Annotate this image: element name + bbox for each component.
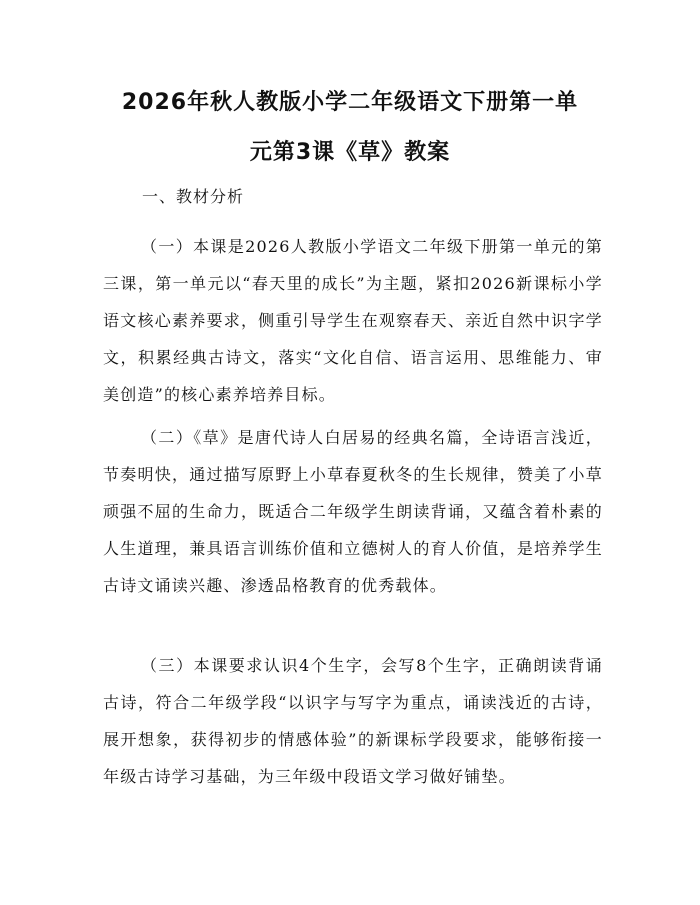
document-title-line-1: 2026年秋人教版小学二年级语文下册第一单: [121, 90, 579, 115]
section-heading: 一、教材分析: [142, 187, 245, 206]
paragraph-3: （三）本课要求认识4个生字，会写8个生字，正确朗读背诵古诗，符合二年级学段“以识字与写字为重点，诵读浅近的古诗，展开想象，获得初步的情感体验”的新课标学段要求，能够衔接一年级古诗学习基础，为三年级中段语文学习做好铺垫。: [103, 656, 603, 786]
paragraph-1: （一）本课是2026人教版小学语文二年级下册第一单元的第三课，第一单元以“春天里的成长”为主题，紧扣2026新课标小学语文核心素养要求，侧重引导学生在观察春天、亲近自然中识字学文，积累经典古诗文，落实“文化自信、语言运用、思维能力、审美创造”的核心素养培养目标。: [103, 237, 603, 404]
document-title-line-2: 元第3课《草》教案: [249, 140, 451, 165]
paragraph-2: （二）《草》是唐代诗人白居易的经典名篇，全诗语言浅近，节奏明快，通过描写原野上小草春夏秋冬的生长规律，赞美了小草顽强不屈的生命力，既适合二年级学生朗读背诵，又蕴含着朴素的人生道理，兼具语言训练价值和立德树人的育人价值，是培养学生古诗文诵读兴趣、渗透品格教育的优秀载体。: [103, 428, 603, 595]
